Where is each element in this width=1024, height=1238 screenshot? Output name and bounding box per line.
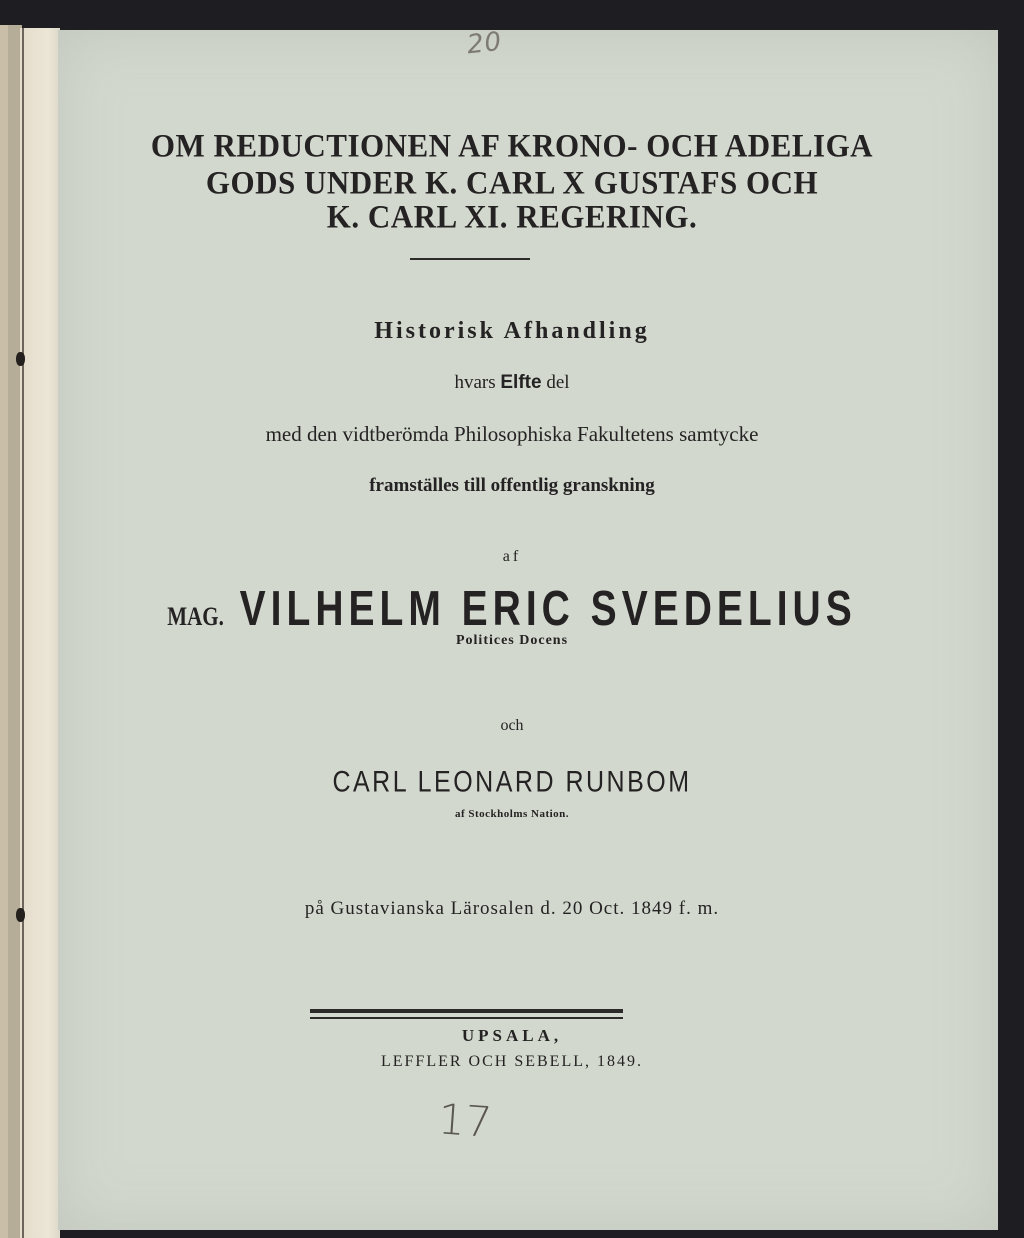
author2-nation: af Stockholms Nation.: [454, 808, 570, 820]
part-prefix: hvars: [454, 372, 496, 393]
venue-line: på Gustavianska Lärosalen d. 20 Oct. 1849 f. m.: [304, 898, 720, 919]
by-line: af: [502, 548, 522, 565]
part-number: Elfte: [500, 372, 542, 393]
genre-heading: Historisk Afhandling: [374, 318, 650, 344]
imprint-rule-thick: [310, 1009, 623, 1013]
pencil-annotation-top: 20: [465, 26, 504, 61]
title-line-1: OM REDUCTIONEN AF KRONO- OCH ADELIGA: [150, 127, 874, 164]
pencil-annotation-bottom: 17: [436, 1094, 494, 1148]
imprint-printer: LEFFLER OCH SEBELL, 1849.: [380, 1053, 643, 1070]
conjunction: och: [500, 717, 524, 734]
part-line: [0, 372, 1024, 394]
title-rule: [410, 258, 530, 260]
consent-line: med den vidtberömda Philosophiska Fakultetens samtycke: [265, 422, 759, 446]
title-line-3: K. CARL XI. REGERING.: [326, 198, 698, 235]
part-suffix: del: [546, 372, 570, 393]
imprint-rule-thin: [310, 1017, 623, 1019]
presentation-line: framställes till offentlig granskning: [369, 475, 655, 496]
author2-name: CARL LEONARD RUNBOM: [332, 765, 692, 799]
author1-line: [0, 583, 1024, 638]
imprint-city: UPSALA,: [461, 1026, 563, 1045]
author1-role: Politices Docens: [455, 633, 569, 648]
title-line-2: GODS UNDER K. CARL X GUSTAFS OCH: [205, 164, 819, 201]
binding-hole: [16, 352, 25, 366]
author1-prefix: MAG.: [167, 601, 224, 632]
author1-name: VILHELM ERIC SVEDELIUS: [239, 582, 857, 637]
